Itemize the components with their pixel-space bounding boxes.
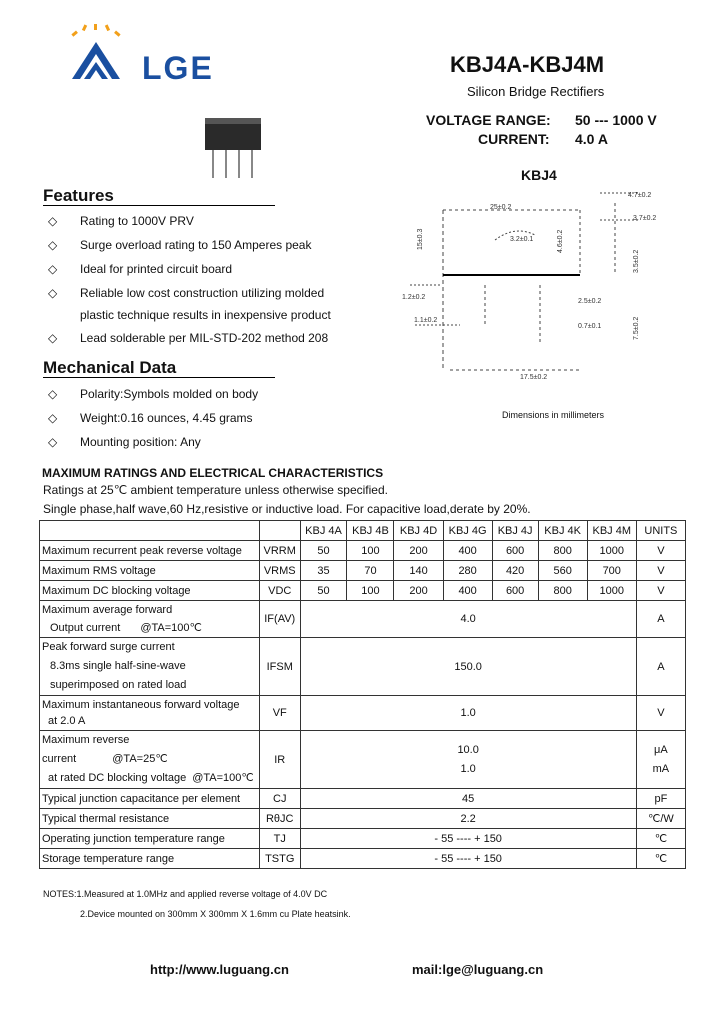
- list-item: ◇ Mounting position: Any: [48, 435, 201, 449]
- dim-label: 0.7±0.1: [578, 323, 602, 330]
- mechanical-list: [48, 387, 378, 459]
- footer-url-link[interactable]: http://www.luguang.cn: [150, 962, 289, 977]
- diamond-bullet-icon: ◇: [48, 214, 58, 228]
- mechanical-underline: [43, 377, 275, 378]
- list-item: ◇ Ideal for printed circuit board: [48, 262, 233, 276]
- column-header: KBJ 4M: [587, 521, 636, 541]
- table-row: Peak forward surge current 8.3ms single half-sine-wave superimposed on rated load IFSM 150.0 A: [40, 638, 686, 696]
- diamond-bullet-icon: ◇: [48, 262, 58, 276]
- column-header: KBJ 4A: [300, 521, 347, 541]
- table-row: Storage temperature range TSTG - 55 ---- + 150 ℃: [40, 849, 686, 869]
- ratings-note-1: Ratings at 25℃ ambient temperature unless otherwise specified.: [43, 483, 388, 497]
- dim-label: 4.7±0.2: [628, 192, 652, 199]
- table-row: Maximum DC blocking voltage VDC 50 100 200 400 600 800 1000 V: [40, 581, 686, 601]
- dim-label: 1.2±0.2: [402, 294, 426, 301]
- current-label: CURRENT:: [478, 131, 550, 147]
- diamond-bullet-icon: ◇: [48, 411, 58, 425]
- dim-label: 2.5±0.2: [578, 298, 602, 305]
- note-2: 2.Device mounted on 300mm X 300mm X 1.6mm cu Plate heatsink.: [80, 909, 351, 919]
- list-item: ◇ Polarity:Symbols molded on body: [48, 387, 259, 401]
- ratings-heading: MAXIMUM RATINGS AND ELECTRICAL CHARACTERISTICS: [42, 466, 384, 480]
- dim-label: 3.5±0.2: [633, 249, 640, 273]
- list-item: ◇ Lead solderable per MIL-STD-202 method 208: [48, 331, 329, 345]
- table-header-row: [40, 521, 686, 541]
- diamond-bullet-icon: ◇: [48, 331, 58, 345]
- features-heading: Features: [43, 186, 114, 205]
- table-row: Typical junction capacitance per element CJ 45 pF: [40, 789, 686, 809]
- table-row: Typical thermal resistance RθJC 2.2 ℃/W: [40, 809, 686, 829]
- column-header: KBJ 4B: [347, 521, 394, 541]
- diamond-bullet-icon: ◇: [48, 387, 58, 401]
- diamond-bullet-icon: ◇: [48, 286, 58, 300]
- part-title: KBJ4A-KBJ4M: [450, 52, 605, 77]
- dim-label: 7.5±0.2: [633, 316, 640, 340]
- sun-rays-icon: [71, 24, 120, 37]
- list-item: ◇ Reliable low cost construction utilizing molded: [48, 286, 325, 300]
- column-header: KBJ 4D: [394, 521, 443, 541]
- table-row: Maximum average forward Output current @TA=100℃ IF(AV) 4.0 A: [40, 601, 686, 638]
- table-row: Operating junction temperature range TJ - 55 ---- + 150 ℃: [40, 829, 686, 849]
- diamond-bullet-icon: ◇: [48, 435, 58, 449]
- list-item: ◇ Rating to 1000V PRV: [48, 214, 194, 228]
- subtitle: Silicon Bridge Rectifiers: [467, 84, 605, 99]
- features-list: [48, 214, 378, 355]
- list-item-continuation: plastic technique results in inexpensive product: [80, 308, 331, 322]
- footer-mail-link[interactable]: mail:lge@luguang.cn: [412, 962, 544, 977]
- dim-label: 15±0.3: [417, 228, 424, 250]
- diagram-caption: Dimensions in millimeters: [502, 410, 605, 420]
- dim-label: 25±0.2: [490, 204, 512, 211]
- table-row: Maximum recurrent peak reverse voltage VRRM 50 100 200 400 600 800 1000 V: [40, 541, 686, 561]
- dim-label: 4.6±0.2: [557, 229, 564, 253]
- dim-label: 17.5±0.2: [520, 374, 548, 381]
- ratings-table: [39, 520, 686, 869]
- logo-text: LGE: [142, 50, 214, 86]
- component-photo: [200, 110, 266, 180]
- current-value: 4.0 A: [575, 131, 608, 147]
- column-header: KBJ 4K: [538, 521, 587, 541]
- dim-label: 3.2±0.1: [510, 236, 534, 243]
- voltage-value: 50 --- 1000 V: [575, 112, 657, 128]
- dim-label: 3.7±0.2: [633, 215, 657, 222]
- diamond-bullet-icon: ◇: [48, 238, 58, 252]
- note-1: NOTES:1.Measured at 1.0MHz and applied reverse voltage of 4.0V DC: [43, 889, 328, 899]
- mechanical-heading: Mechanical Data: [43, 358, 177, 377]
- package-name: KBJ4: [521, 167, 557, 183]
- voltage-label: VOLTAGE RANGE:: [426, 112, 551, 128]
- package-dimension-diagram: [400, 185, 660, 385]
- features-underline: [43, 205, 275, 206]
- column-header: KBJ 4J: [492, 521, 538, 541]
- column-header: KBJ 4G: [443, 521, 492, 541]
- table-row: Maximum reverse current @TA=25℃ at rated DC blocking voltage @TA=100℃ IR 10.0 1.0 μA mA: [40, 731, 686, 789]
- list-item: ◇ Surge overload rating to 150 Amperes peak: [48, 238, 312, 252]
- table-row: Maximum instantaneous forward voltage at 2.0 A VF 1.0 V: [40, 696, 686, 731]
- units-header: UNITS: [636, 521, 685, 541]
- dim-label: 1.1±0.2: [414, 317, 438, 324]
- list-item: ◇ Weight:0.16 ounces, 4.45 grams: [48, 411, 253, 425]
- ratings-note-2: Single phase,half wave,60 Hz,resistive or inductive load. For capacitive load,derate by 20%.: [43, 502, 531, 516]
- table-row: Maximum RMS voltage VRMS 35 70 140 280 420 560 700 V: [40, 561, 686, 581]
